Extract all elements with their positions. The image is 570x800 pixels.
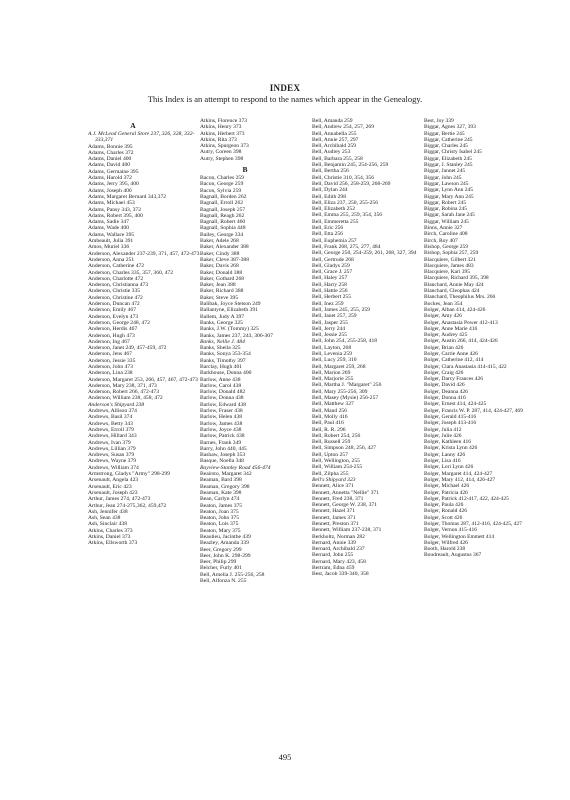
index-entry: Beaman, Kate 398 <box>200 489 242 496</box>
index-entry: Biggar, Sarah Jane 245 <box>424 212 475 219</box>
index-entry: Bolger, Darcy Frances 426 <box>424 376 484 383</box>
index-entry: Bell, Levenia 259 <box>312 350 352 357</box>
index-entry: Adams, Joseph 400 <box>88 187 132 194</box>
index-entry: Bennett, Annetta "Nellie" 371 <box>312 489 380 496</box>
index-entry: Bell, Grace J. 257 <box>312 269 353 276</box>
index-entry: Bagnall, Sophia 448 <box>200 225 246 232</box>
index-entry: Bernard, Annie 339 <box>312 539 356 546</box>
index-entry: Armstrong, Gladys "Army" 298-299 <box>88 471 170 478</box>
index-entry: Baker, Cindy 388 <box>200 250 240 257</box>
index-entry: Anderson, George 248, 472 <box>88 319 150 326</box>
index-entry: Anderson's Shipyard 238 <box>88 401 144 408</box>
index-entry: Bolger, Michael 426 <box>424 483 470 490</box>
index-entry: Beaman, Bard 398 <box>200 477 242 484</box>
index-entry: Andrews, Allison 374 <box>88 408 137 415</box>
index-entry: Bolger, Scott 426 <box>424 514 463 521</box>
index-entry: Adams, Jerry 395, 400 <box>88 181 139 188</box>
index-entry: Biggar, John 245 <box>424 174 462 181</box>
index-entry: Bell, Harry 258 <box>312 281 347 288</box>
index-entry: Beazley, Amanda 339 <box>200 540 249 547</box>
index-entry: Bell, Archibald 259 <box>312 143 356 150</box>
index-entry: Barlow, Helen 438 <box>200 414 243 421</box>
index-entry: Berkholtz, Norman 282 <box>312 533 365 540</box>
index-entry: Biggar, J. Stanley 245 <box>424 162 473 169</box>
index-entry: Bolger, Thomas 287, 412-416, 424-425, 427 <box>424 521 522 527</box>
index-entry: Bacon, George 259 <box>200 181 244 188</box>
index-entry: Barry, John 440, 445 <box>200 445 247 452</box>
index-entry: Anderson, Mary 238, 371, 473 <box>88 382 157 389</box>
index-entry: Bennett, Fred 238, 371 <box>312 495 364 502</box>
section-letter-b: B <box>242 165 248 175</box>
index-entry: Anderson, Catherine 472 <box>88 263 145 270</box>
index-entry: Best, Jacob 339-340, 358 <box>312 571 369 578</box>
index-entry: Arsenault, Angela 423 <box>88 477 139 484</box>
index-entry: Anderson, Christianna 473 <box>88 282 149 289</box>
index-entry: Banks, Nellie J. 484 <box>200 338 245 345</box>
index-entry: Bolger, David 426 <box>424 382 465 389</box>
index-column-4 <box>424 118 536 559</box>
index-entry: Biggar, Christy Isabel 245 <box>424 149 482 156</box>
index-entry: Barlow, James 438 <box>200 420 243 427</box>
index-entry: Bernard, John 255 <box>312 552 354 559</box>
index-entry: Bell, Eliza 237, 250, 255-256 <box>312 199 379 206</box>
index-entry: Baker, Donald 388 <box>200 269 243 276</box>
index-entry: Anderson, Duncan 472 <box>88 301 140 308</box>
index-entry: Bagnall, Borden 262 <box>200 193 247 200</box>
index-entry: Anderson, Anna 251 <box>88 256 135 263</box>
index-entry: Bell, Frank 268, 275, 277, 484 <box>312 243 381 250</box>
index-entry: Bertram, Edna 459 <box>312 565 355 572</box>
index-entry: Bishop, Sophia 257, 259 <box>424 250 479 257</box>
index-entry: Bell, Russell 259 <box>312 439 351 446</box>
index-entry: Birch, Caroline 408 <box>424 231 468 238</box>
index-entry: Bolger, Vernon 415-416 <box>424 527 477 534</box>
index-entry: Adams, Wade 400 <box>88 225 129 232</box>
index-entry: Bacon, Charles 259 <box>200 175 244 182</box>
index-entry: Atkins, Rita 373 <box>200 136 237 143</box>
index-entry: Bell, Annie 257, 297 <box>312 136 359 143</box>
index-entry: Blanchard, Annie May 424 <box>424 281 484 288</box>
index-entry: Bell, Eric 256 <box>312 225 344 232</box>
index-entry: Belcher, Furly 401 <box>200 565 242 572</box>
index-entry: Beaulieu, Jacinthe 439 <box>200 534 251 540</box>
index-entry: Bell, Robert 254, 256 <box>312 432 361 439</box>
index-entry: Barclay, Hugh 401 <box>200 363 243 370</box>
index-entry: Barlow, Donald 482 <box>200 389 246 396</box>
index-entry: Beaton, James 375 <box>200 502 243 509</box>
index-entry: Adams, Germaine 395 <box>88 168 139 175</box>
index-entry: Anderson, Margaret 253, 266, 457, 467, 472-473 <box>88 376 198 383</box>
index-entry: Banks, James 237, 243, 306-307 <box>200 332 273 339</box>
index-entry: Bolger, Wellington Emmett 414 <box>424 533 495 540</box>
index-entry: Andrews, Susan 379 <box>88 452 135 459</box>
index-entry: Bagnall, Joseph 257 <box>200 206 246 213</box>
index-entry: Banks, Sheila 325 <box>200 345 241 352</box>
index-entry: Arsenault, Joseph 423 <box>88 489 138 496</box>
index-entry: Anderson, Alexander 237-239, 371, 457, 472-473 <box>88 250 200 257</box>
index-entry: Anderson, Janet 249, 457-459, 472 <box>88 345 167 352</box>
index-entry: Bernard, Mary 423, 458 <box>312 558 366 565</box>
index-entry: Bolger, Gerald 415-416 <box>424 413 477 420</box>
index-entry: Baker, Richard 388 <box>200 288 244 295</box>
index-entry: Bell, Gertrude 268 <box>312 256 354 263</box>
index-entry: Bell's Shipyard 323 <box>312 476 356 483</box>
index-entry: Bennett, Preston 371 <box>312 521 359 527</box>
index-entry: Atkins, Henry 373 <box>200 124 242 131</box>
index-entry: Biggar, William 245 <box>424 218 469 225</box>
index-entry: Bell, Margaret 259, 268 <box>312 363 366 370</box>
index-entry: Bolger, Lanny 426 <box>424 451 466 458</box>
index-entry: Bell, George 250, 254-259, 261, 268, 327, 394 <box>312 250 417 257</box>
index-entry: Bolger, Patricia 426 <box>424 489 468 496</box>
index-entry: Bolger, Francis W. P. 287, 414, 424-427, 469 <box>424 407 523 414</box>
index-entry: Blanchard, Theophilus Mrs. 266 <box>424 294 496 301</box>
index-entry: Beaton, Lois 375 <box>200 521 239 528</box>
index-column-1 <box>88 118 200 547</box>
index-entry: Bolger, Catherine 412, 414 <box>424 357 484 364</box>
index-entry: Bell, Elizabeth 252 <box>312 206 356 213</box>
index-entry: Bolger, Donna 416 <box>424 395 466 402</box>
index-entry: Bolger, Audrey 425 <box>424 332 468 339</box>
index-entry: Bolger, Paula 426 <box>424 502 464 509</box>
index-entry: Andrews, Erroll 379 <box>88 426 134 433</box>
index-entry: Bell, Paul 416 <box>312 420 344 427</box>
index-entry: Ambeault, Julia 391 <box>88 238 134 245</box>
index-entry: Bell, Masey (Mysie) 256-257 <box>312 395 379 402</box>
index-entry: Biggar, Bertie 245 <box>424 130 465 137</box>
index-entry: Bolger, Krista Lynn 426 <box>424 445 478 452</box>
index-entry: Bell, Molly 416 <box>312 413 348 420</box>
index-column-2 <box>200 118 312 584</box>
index-entry: Biggar, Elizabeth 245 <box>424 155 472 162</box>
index-entry: Adams, Bonnie 395 <box>88 143 133 150</box>
index-entry: Barnes, Frank 349 <box>200 439 242 446</box>
index-entry: Bell, R. R. 296 <box>312 426 346 433</box>
index-entry: Bolger, Deanna 426 <box>424 388 468 395</box>
index-entry: Blacquiere, Gilbert 321 <box>424 256 476 263</box>
index-entry: Barlow, Carol 438 <box>200 382 242 389</box>
index-entry: Banks, J.W. (Tommy) 325 <box>200 326 259 333</box>
index-entry: Barkhouse, Donna 400 <box>200 370 252 377</box>
index-entry: Anderson, John 473 <box>88 363 133 370</box>
index-entry: Biggar, Lynn Ann 245 <box>424 187 473 194</box>
index-entry: Bell, Inez 259 <box>312 300 344 307</box>
index-entry: Adams, Pansy 343, 372 <box>88 206 141 213</box>
index-entry: Bell, Benjamin 245, 254-256, 259 <box>312 162 389 169</box>
index-entry: Bell, Matthew 327 <box>312 401 354 408</box>
page-number: 495 <box>278 752 292 762</box>
index-entry: Barlow, Anne 438 <box>200 376 241 383</box>
index-column-3 <box>312 118 424 578</box>
index-entry: Blacquiere, James 483 <box>424 262 474 269</box>
index-entry: Blacquiere, Richard 395, 398 <box>424 275 489 282</box>
index-entry: Bennett, James 371 <box>312 514 356 521</box>
index-entry: Bell, John 254, 255-258, 418 <box>312 338 378 345</box>
index-entry: Barlow, Joyce 438 <box>200 426 242 433</box>
page-subtitle: This Index is an attempt to respond to the names which appear in the Genealogy. <box>147 94 423 104</box>
index-entry: Beaton, Joan 375 <box>200 508 239 515</box>
index-entry: Biggar, Catherine 245 <box>424 136 473 143</box>
index-entry: Bolger, Brian 426 <box>424 344 464 351</box>
index-entry: Bell, Audrey 253 <box>312 149 351 156</box>
index-entry: Bockes, Jean 354 <box>424 300 463 307</box>
index-entry: Bolger, Alban 414, 424-426 <box>424 306 486 313</box>
index-entry: Banks, George 325 <box>200 319 243 326</box>
index-entry: Bell, Jerry 244 <box>312 325 346 332</box>
index-entry: Bell, Layton, 268 <box>312 344 352 351</box>
entry-list <box>424 118 536 559</box>
index-entry: Bell, James 245, 255, 259 <box>312 306 370 313</box>
index-entry: Anderson, Evelyn 473 <box>88 313 139 320</box>
index-entry: Atkins, Charles 373 <box>88 527 133 534</box>
index-entry: Bennett, Hazel 371 <box>312 508 356 515</box>
index-entry: Barlow, Fraser 438 <box>200 408 243 415</box>
index-entry: Beaton, Mary 375 <box>200 527 241 534</box>
index-entry: Bell, Andrew 254, 257, 269 <box>312 124 374 131</box>
index-entry: Bell, Haley 257 <box>312 275 348 282</box>
index-entry: A.J. McLeod General Store 237, 326, 328, 332-333,371 <box>88 131 195 144</box>
index-entry: Atkins, Daniel 373 <box>88 534 131 540</box>
index-entry: Arthur, James 274, 472-473 <box>88 496 151 503</box>
index-entry: Bolger, Austin 266, 414, 424-426 <box>424 338 498 345</box>
index-entry: Anderson, William 238, 458, 472 <box>88 395 163 402</box>
index-entry: Bell, Martha J. "Margaret" 256 <box>312 382 382 389</box>
index-entry: Bolger, Ronald 426 <box>424 508 468 515</box>
index-entry: Andrews, Ivan 379 <box>88 439 131 446</box>
index-entry: Bishop, George 259 <box>424 243 469 250</box>
index-entry: Bennett, Alice 371 <box>312 483 354 490</box>
index-entry: Barlow, Patrick 438 <box>200 433 245 440</box>
index-entry: Bell, Amanda 259 <box>312 118 353 124</box>
index-entry: Bell, Dylan 244 <box>312 187 348 194</box>
index-entry: Birch, Roy 407 <box>424 237 458 244</box>
index-entry: Bolger, Julie 426 <box>424 432 462 439</box>
index-entry: Bolger, Clara Anastasia 414-415, 422 <box>424 363 507 370</box>
index-entry: Bell, Alfonza N. 255 <box>200 578 247 585</box>
index-entry: Adams, Robert 395, 400 <box>88 212 143 219</box>
index-entry: Biggar, Agnes 327, 393 <box>424 124 476 131</box>
index-entry: Bolger, Amy 426 <box>424 313 462 320</box>
index-entry: Bell, Bertha 256 <box>312 168 349 175</box>
index-entry: Bell, Gladys 259 <box>312 262 350 269</box>
index-entry: Anderson, Emily 467 <box>88 307 137 314</box>
page-title: INDEX <box>269 83 301 93</box>
index-entry: Anderson, Lina 238 <box>88 370 133 377</box>
index-entry: Bell, Zilpha 255 <box>312 470 349 477</box>
index-entry: Andrews, Lillian 379 <box>88 445 136 452</box>
index-entry: Bell, David 256, 258-259, 268-269 <box>312 180 391 187</box>
index-entry: Bell, Barbara 255, 258 <box>312 155 363 162</box>
index-entry: Bell, Marjorie 255 <box>312 376 354 383</box>
index-entry: Adams, Sadie 347 <box>88 219 129 226</box>
index-entry: Beairsto, Margaret 342 <box>200 471 252 478</box>
index-entry: Atkins, Ellsworth 373 <box>88 540 138 547</box>
index-entry: Boudreault, Augustus 367 <box>424 552 482 559</box>
index-entry: Beer, Gregory 299 <box>200 546 242 553</box>
index-entry: Biggar, Jannet 245 <box>424 168 466 175</box>
index-entry: Andrews, Hillard 343 <box>88 433 137 440</box>
index-entry: Bolger, Carrie Anne 426 <box>424 350 478 357</box>
index-entry: Bell, Wellington, 255 <box>312 458 360 465</box>
index-entry: Bean, Carlyn 474 <box>200 496 240 503</box>
index-entry: Banks, Timothy 397 <box>200 357 246 364</box>
index-entry: Bell, Simpson 248, 256, 427 <box>312 445 376 452</box>
index-entry: Blacquiere, Kari 395 <box>424 269 470 276</box>
index-entry: Binns, Annie 327 <box>424 225 463 232</box>
index-entry: Barlow, Donna 438 <box>200 395 244 402</box>
index-entry: Booth, Harold 238 <box>424 546 466 553</box>
index-entry: Balibak, Joyce Stetson 249 <box>200 301 261 308</box>
index-entry: Bell, Hattie 256 <box>312 288 348 295</box>
index-entry: Bolger, Margaret 414, 424-427 <box>424 470 493 477</box>
index-columns <box>88 118 523 708</box>
index-entry: Biggar, Robert 245 <box>424 199 467 206</box>
index-entry: Banks, Sonya 353-354 <box>200 351 251 358</box>
index-entry: Bolger, Patrick 412-417, 422, 424-425 <box>424 495 509 502</box>
index-entry: Adams, Wallace 395 <box>88 231 135 238</box>
index-entry: Bell, Jessie 255 <box>312 332 347 339</box>
index-entry: Bolger, Joseph 413-416 <box>424 420 477 427</box>
index-entry: Baker, Gothard 268 <box>200 275 245 282</box>
index-entry: Amos, Muriel 336 <box>88 244 130 251</box>
index-entry: Adams, Charles 372 <box>88 149 134 156</box>
index-entry: Bell, Amelia J. 255-256, 258 <box>200 571 265 578</box>
index-entry: Baker, Davis 268 <box>200 263 239 270</box>
section-letter-a: A <box>130 121 136 130</box>
index-entry: Adams, Daniel 400 <box>88 156 132 163</box>
index-entry: Beaton, John 375 <box>200 515 239 522</box>
index-entry: Bagnall, Robert 460 <box>200 219 246 226</box>
index-entry: Adams, Margaret Bernard 343,372 <box>88 193 167 200</box>
index-entry: Andrews, William 374 <box>88 464 139 471</box>
index-entry: Bell, Etta 256 <box>312 231 343 238</box>
index-entry: Adams, David 400 <box>88 162 131 169</box>
index-entry: Andrews, Betty 343 <box>88 420 133 427</box>
index-entry: Bolger, Ernest 414, 424-425 <box>424 401 487 408</box>
index-entry: Bell, Emma 255, 259, 354, 356 <box>312 212 383 219</box>
index-entry: Anderson, Charles 335, 357, 360, 472 <box>88 269 173 276</box>
index-entry: Bell, Lucy 259, 310 <box>312 357 357 364</box>
index-entry: Bolger, Anastasia Power 412-413 <box>424 319 498 326</box>
entry-list <box>88 131 200 547</box>
index-entry: Bagnall, Erroll 262 <box>200 200 244 207</box>
index-entry: Anderson, Jessie 335 <box>88 357 136 364</box>
index-entry: Baker, Adele 268 <box>200 238 239 245</box>
index-entry: Beer, Philip 299 <box>200 559 237 566</box>
index-entry: Anderson, Ing 467 <box>88 338 130 345</box>
entry-list <box>200 118 312 162</box>
index-entry: Arthur, Jean 274-275,362, 459,472 <box>88 502 167 509</box>
index-entry: Baker, Jean 388 <box>200 282 236 289</box>
index-entry: Bell, Upton 257 <box>312 451 348 458</box>
index-entry: Arsenault, Eric 423 <box>88 483 132 490</box>
index-entry: Bolger, Mary 412, 414, 426-427 <box>424 476 496 483</box>
index-entry: Biggar, Mary Ann 245 <box>424 193 474 200</box>
index-entry: Bell, Euphemia 257 <box>312 237 357 244</box>
index-entry: Bayview-Stanley Road 456-474 <box>200 464 271 471</box>
index-entry: Ballem, Judy A 397 <box>200 313 245 320</box>
index-entry: Bennett, William 237-238, 371 <box>312 527 382 534</box>
index-entry: Bagnall, Reagh 262 <box>200 212 245 219</box>
index-entry: Anderson, Hugh 473 <box>88 332 135 339</box>
index-entry: Bell, Janet 257, 259 <box>312 313 357 320</box>
index-entry: Beer, John K. 298-299 <box>200 552 251 559</box>
index-entry: Anderson, Herdis 467 <box>88 326 138 333</box>
index-entry: Best, Joy 339 <box>424 118 454 124</box>
index-entry: Atkins, Spurgeon 373 <box>200 143 249 150</box>
index-entry: Anderson, Christie 335 <box>88 288 141 295</box>
index-entry: Barlow, Edward 438 <box>200 401 247 408</box>
index-entry: Bell, Christie 310, 354, 356 <box>312 174 374 181</box>
index-entry: Baker, Cleve 387-388 <box>200 256 250 263</box>
index-entry: Bolger, Wilfred 426 <box>424 539 468 546</box>
index-entry: Biggar, Lawson 245 <box>424 180 469 187</box>
index-entry: Andrews, Basil 374 <box>88 414 133 421</box>
index-entry: Andrews, Wayne 379 <box>88 458 137 465</box>
index-entry: Bernard, Archibald 237 <box>312 546 365 553</box>
index-entry: Bennett, George W. 238, 371 <box>312 502 377 509</box>
index-entry: Bell, Maud 256 <box>312 407 347 414</box>
index-entry: Bell, Herbert 255 <box>312 294 351 301</box>
index-entry: Anderson, Christine 472 <box>88 294 143 301</box>
index-entry: Bell, Annabella 255 <box>312 130 357 137</box>
entry-list <box>200 175 312 584</box>
index-entry: Atkins, Herbert 373 <box>200 130 245 137</box>
index-entry: Ballantyne, Elizabeth 391 <box>200 307 258 314</box>
index-entry: Bell, Marion 269 <box>312 369 351 376</box>
index-entry: Blanchard, Cleophas 424 <box>424 288 480 295</box>
index-entry: Baker, Alexander 388 <box>200 244 249 251</box>
index-entry: Anderson, Robert 266, 472-473 <box>88 389 160 396</box>
entry-list <box>312 118 424 578</box>
index-entry: Bolger, Lisa 416 <box>424 458 461 465</box>
index-entry: Baker, Steve 395 <box>200 294 239 301</box>
index-entry: Bell, Emmeretta 255 <box>312 218 359 225</box>
index-entry: Bolger, Julia 412 <box>424 426 462 433</box>
index-entry: Bell, Jasper 255 <box>312 319 348 326</box>
index-entry: Bashaw, Joseph 353 <box>200 452 246 459</box>
index-entry: Bolger, Lori Lynn 426 <box>424 464 474 471</box>
index-entry: Autry, Coreen 398 <box>200 149 242 156</box>
index-entry: Ash, Jennifer 438 <box>88 508 128 515</box>
index-entry: Bell, William 254-255 <box>312 464 363 471</box>
index-entry: Beaman, Gregory 398 <box>200 483 250 490</box>
index-entry: Autry, Stephen 398 <box>200 155 244 162</box>
index-entry: Bolger, Anne Marie 416 <box>424 325 478 332</box>
index-entry: Bacon, Sylvia 259 <box>200 187 242 194</box>
index-entry: Adams, Harold 372 <box>88 175 132 182</box>
index-entry: Anderson, Charlotte 472 <box>88 275 144 282</box>
index-entry: Biggar, Charles 245 <box>424 143 468 150</box>
index-entry: Atkins, Florence 373 <box>200 118 248 124</box>
index-entry: Biggar, Robina 245 <box>424 206 468 213</box>
index-entry: Bell, Edith 298 <box>312 193 347 200</box>
index-entry: Bolger, Kathleen 416 <box>424 439 471 446</box>
index-entry: Anderson, Jens 467 <box>88 351 132 358</box>
index-entry: Adams, Michael 453 <box>88 200 135 207</box>
index-entry: Bell, Mary 255-256, 309 <box>312 388 368 395</box>
index-entry: Basque, Noella 348 <box>200 458 244 465</box>
index-entry: Ash, Sean 438 <box>88 515 121 522</box>
index-entry: Bailey, George 334 <box>200 231 244 238</box>
index-entry: Ash, Sinclair 438 <box>88 521 127 528</box>
index-entry: Bolger, Craig 426 <box>424 369 464 376</box>
